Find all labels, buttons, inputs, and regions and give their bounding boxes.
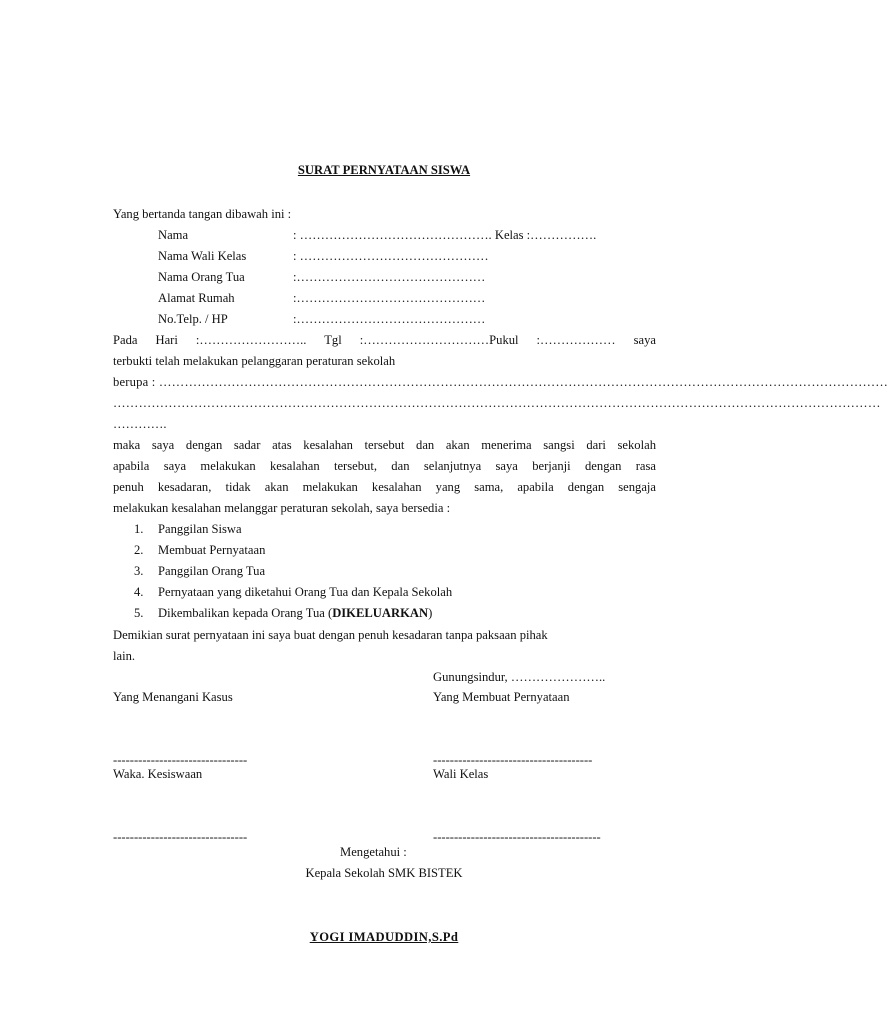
dots-line-2: ……………………………………………………………………………………………………………………………………………………………… (113, 396, 881, 410)
list-number: 3. (134, 564, 144, 578)
list-number: 4. (134, 585, 144, 599)
list-text: Panggilan Siswa (158, 522, 242, 536)
list-text: Panggilan Orang Tua (158, 564, 266, 578)
list-number: 1. (134, 522, 144, 536)
left-signer-title: Yang Menangani Kasus (113, 690, 233, 704)
kepsek-title: Kepala Sekolah SMK BISTEK (305, 866, 463, 880)
left-signer-name: Waka. Kesiswaan (113, 767, 203, 781)
list-item (134, 585, 452, 600)
list-item (134, 543, 265, 558)
field-label: Nama (158, 228, 189, 242)
place-date: Gunungsindur, ………………….. (433, 670, 606, 684)
field-value: :……………………………………… (293, 270, 486, 284)
signature-line: -------------------------------------- (433, 753, 593, 767)
field-value: :……………………………………… (293, 291, 486, 305)
list-text: Pernyataan yang diketahui Orang Tua dan Kepala Sekolah (158, 585, 453, 599)
field-value: : ………………………………………. Kelas :……………. (293, 228, 597, 242)
signature-line: -------------------------------- (113, 753, 248, 767)
signature-line: -------------------------------- (113, 830, 248, 844)
list-number: 2. (134, 543, 144, 557)
field-value: :……………………………………… (293, 312, 486, 326)
terbukti-line: terbukti telah melakukan pelanggaran peraturan sekolah (113, 354, 396, 368)
pada-hari-line: Pada Hari :…………………….. Tgl :…………………………Pukul :……………… saya (113, 333, 656, 347)
field-label: Nama Orang Tua (158, 270, 245, 284)
field-value: : ……………………………………… (293, 249, 489, 263)
right-signer-title: Yang Membuat Pernyataan (433, 690, 570, 704)
kepsek-name: YOGI IMADUDDIN,S.Pd (309, 930, 459, 944)
paragraph-last-line: melakukan kesalahan melanggar peraturan sekolah, saya bersedia : (113, 501, 451, 515)
list-number: 5. (134, 606, 144, 620)
list-text-after: ) (428, 606, 433, 620)
field-label: No.Telp. / HP (158, 312, 228, 326)
list-item (134, 564, 265, 579)
field-label: Nama Wali Kelas (158, 249, 247, 263)
document-title: SURAT PERNYATAAN SISWA (297, 163, 471, 177)
intro-text: Yang bertanda tangan dibawah ini : (113, 207, 292, 221)
dots-line-3: …………. (113, 417, 167, 431)
mengetahui-label: Mengetahui : (340, 845, 407, 859)
field-label: Alamat Rumah (158, 291, 235, 305)
closing-line: Demikian surat pernyataan ini saya buat dengan penuh kesadaran tanpa paksaan pihak (113, 628, 548, 642)
paragraph-line: apabila saya melakukan kesalahan tersebut, dan selanjutnya saya berjanji dengan rasa (113, 459, 656, 473)
list-text-bold: DIKELUARKAN (332, 606, 429, 620)
berupa-line: berupa : ……………………………………………………………………………………………………………………………………………………… (113, 375, 888, 389)
closing-line: lain. (113, 649, 136, 663)
right-signer-name: Wali Kelas (433, 767, 489, 781)
paragraph-line: maka saya dengan sadar atas kesalahan tersebut dan akan menerima sangsi dari sekolah (113, 438, 656, 452)
list-text: Membuat Pernyataan (158, 543, 266, 557)
list-item (134, 522, 242, 537)
list-text: Dikembalikan kepada Orang Tua ( (158, 606, 333, 620)
signature-line: ---------------------------------------- (433, 830, 601, 844)
paragraph-line: penuh kesadaran, tidak akan melakukan kesalahan yang sama, apabila dengan sengaja (113, 480, 656, 494)
list-item (134, 606, 432, 621)
